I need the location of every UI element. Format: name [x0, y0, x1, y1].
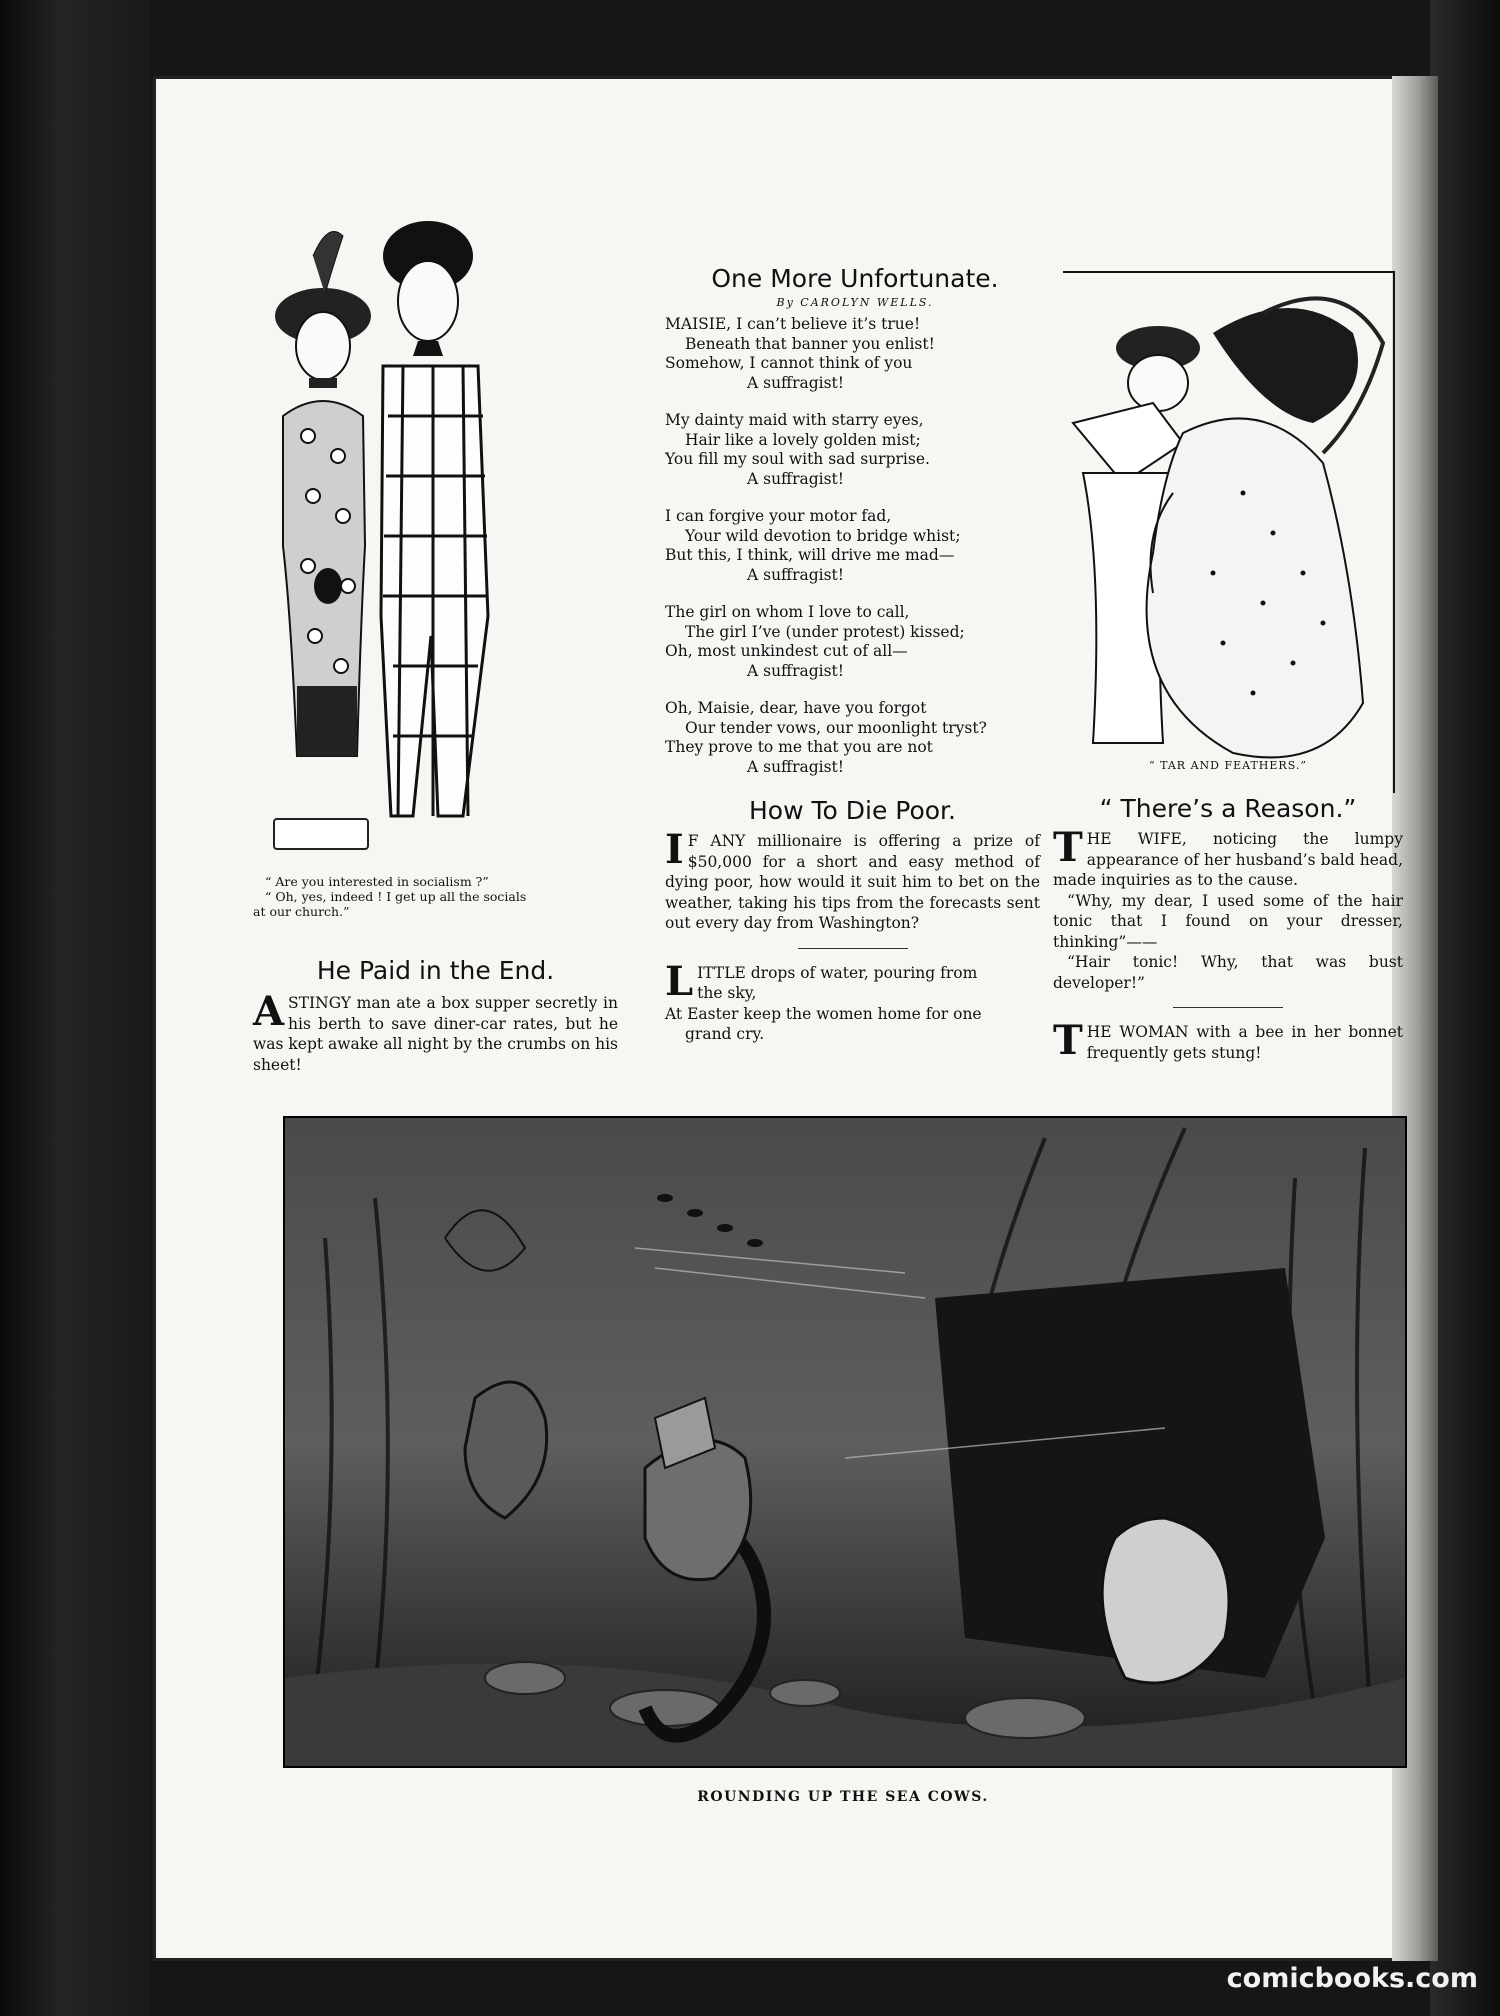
poem-line: Oh, Maisie, dear, have you forgot: [665, 699, 927, 717]
couple-caption: [253, 874, 613, 919]
poem-line: Beneath that banner you enlist!: [685, 334, 935, 353]
verse-line: ITTLE drops of water, pouring from: [697, 963, 978, 982]
poem-line: The girl I’ve (under protest) kissed;: [685, 622, 965, 641]
reason-title: “ There’s a Reason.”: [1099, 794, 1357, 823]
verse-line: At Easter keep the women home for one: [665, 1004, 982, 1023]
tar-feathers-caption: [1063, 748, 1393, 783]
sea-cows-illustration: [283, 1116, 1407, 1768]
poem-stanza-4: [665, 603, 1045, 681]
section-divider: [798, 948, 908, 949]
verse-line: the sky,: [697, 984, 757, 1002]
poem-line: They prove to me that you are not: [665, 738, 933, 756]
poem-line: A suffragist!: [747, 565, 845, 584]
poem-line: My dainty maid with starry eyes,: [665, 411, 924, 429]
poem-line: The girl on whom I love to call,: [665, 603, 910, 621]
magazine-page: [153, 76, 1438, 1961]
poem-line: You fill my soul with sad surprise.: [665, 450, 930, 468]
sea-cows-caption: ROUNDING UP THE SEA COWS.: [697, 1789, 989, 1805]
poem-line: Our tender vows, our moonlight tryst?: [685, 718, 987, 737]
reason-paragraph-3: “Hair tonic! Why, that was bust developer!”: [1053, 953, 1403, 992]
sea-cows-scene: [285, 1118, 1405, 1766]
poem-line: I can forgive your motor fad,: [665, 507, 892, 525]
die-poor-title: How To Die Poor.: [749, 796, 956, 825]
little-drops-verse: [665, 957, 1040, 1045]
poem-line: Oh, most unkindest cut of all—: [665, 642, 908, 660]
poem-stanza-1: [665, 315, 1045, 393]
poem-stanza-5: [665, 699, 1045, 777]
poem-stanza-3: [665, 507, 1045, 585]
scan-border-left: [0, 0, 150, 2016]
poem-line: But this, I think, will drive me mad—: [665, 546, 955, 564]
poem-byline: By CAROLYN WELLS.: [776, 296, 934, 309]
die-poor-text: F ANY millionaire is offering a prize of $50,000 for a short and easy method of dying poor, how would it suit him to bet on the weather, taking his tips from the forecasts sent out every day from Washington?: [665, 832, 1040, 932]
reason-dropcap: T: [1053, 824, 1083, 871]
poem-line: Your wild devotion to bridge whist;: [685, 526, 961, 545]
section-divider: [1173, 1007, 1283, 1008]
die-poor-dropcap: I: [665, 826, 684, 873]
reason-text-1: HE WIFE, noticing the lumpy appearance of her husband’s bald head, made inquiries as to the cause.: [1053, 830, 1403, 889]
reason-paragraph-2: “Why, my dear, I used some of the hair tonic that I found on your dresser, thinking”——: [1053, 891, 1403, 951]
die-poor-body: [665, 826, 1040, 934]
poem-stanza-2: [665, 411, 1045, 489]
die-poor-article: [665, 796, 1040, 1045]
he-paid-article: [253, 956, 618, 1075]
poem-line: Hair like a lovely golden mist;: [685, 430, 921, 449]
poem-line: MAISIE, I can’t believe it’s true!: [665, 315, 921, 333]
reason-article: [1053, 794, 1403, 1063]
caption-line: “ Are you interested in socialism ?”: [265, 874, 489, 889]
poem-title: One More Unfortunate.: [711, 264, 999, 293]
poem-line: Somehow, I cannot think of you: [665, 354, 913, 372]
woman-text: HE WOMAN with a bee in her bonnet frequently gets stung!: [1086, 1023, 1403, 1062]
he-paid-text: STINGY man ate a box supper secretly in his berth to save diner-car rates, but he was kept awake all night by the crumbs on his sheet!: [253, 994, 618, 1074]
caption-line: “ Oh, yes, indeed ! I get up all the socials: [265, 889, 527, 904]
he-paid-title: He Paid in the End.: [316, 956, 555, 985]
woman-body: [1053, 1017, 1403, 1064]
couple-illustration: [253, 216, 493, 826]
woman-dropcap: T: [1053, 1017, 1083, 1064]
little-drops-dropcap: L: [665, 957, 694, 1005]
site-watermark: comicbooks.com: [1226, 1963, 1478, 1994]
poem-body: [665, 315, 1045, 777]
he-paid-dropcap: A: [253, 988, 285, 1035]
scan-border-right: [1430, 0, 1500, 2016]
poem-line: A suffragist!: [747, 469, 845, 488]
tar-feathers-illustration: [1063, 273, 1393, 793]
poem-article: [665, 264, 1045, 795]
artist-signature: [273, 818, 369, 850]
reason-body: [1053, 824, 1403, 891]
tar-feathers-cartoon: [1063, 271, 1395, 793]
caption-line: at our church.”: [253, 904, 350, 919]
couple-cartoon: [253, 216, 493, 826]
poem-line: A suffragist!: [747, 373, 845, 392]
poem-line: A suffragist!: [747, 661, 845, 680]
poem-line: A suffragist!: [747, 757, 845, 776]
verse-line: grand cry.: [685, 1025, 765, 1043]
tar-feathers-caption-text: “ TAR AND FEATHERS.”: [1149, 759, 1307, 772]
he-paid-body: [253, 988, 618, 1075]
